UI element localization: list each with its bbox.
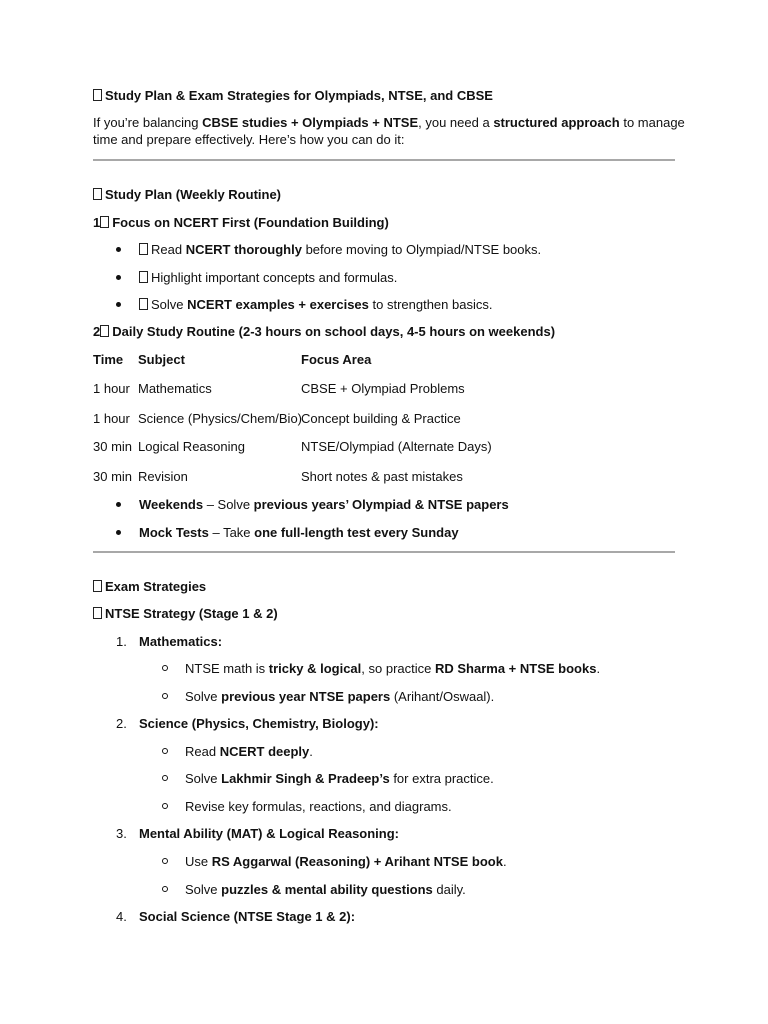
text-run: – Solve <box>203 497 254 512</box>
emoji-placeholder-icon <box>93 607 102 619</box>
focus-ncert-heading: 1 Focus on NCERT First (Foundation Building) <box>93 215 389 230</box>
text-run: to strengthen basics. <box>368 297 493 312</box>
bold-text: RD Sharma + NTSE books <box>434 661 597 676</box>
text-run: daily. <box>432 882 466 897</box>
text-run: Use <box>185 854 212 869</box>
bold-text: previous years’ Olympiad & NTSE papers <box>253 497 509 512</box>
table-cell: 30 min <box>93 439 133 454</box>
intro-line-1 <box>93 115 685 131</box>
bullet-icon <box>116 302 121 307</box>
text-run: Solve <box>185 689 222 704</box>
table-cell: Science (Physics/Chem/Bio) <box>138 411 302 426</box>
bold-text: CBSE studies + Olympiads + NTSE <box>202 115 419 130</box>
divider <box>93 159 675 161</box>
circle-bullet-icon <box>162 775 168 781</box>
text-run: – Take <box>208 525 255 540</box>
bold-text: NCERT thoroughly <box>185 242 302 257</box>
keycap-icon <box>100 216 109 228</box>
text-run: for extra practice. <box>389 771 494 786</box>
exam-strategies-heading: Exam Strategies <box>93 579 206 595</box>
bold-text: puzzles & mental ability questions <box>221 882 433 897</box>
table-cell: NTSE/Olympiad (Alternate Days) <box>301 439 492 454</box>
circle-bullet-icon <box>162 693 168 699</box>
text-run: , so practice <box>361 661 435 676</box>
list-item <box>139 270 397 286</box>
list-number: 4. <box>116 909 127 924</box>
list-item <box>185 854 507 870</box>
emoji-placeholder-icon <box>139 271 148 283</box>
circle-bullet-icon <box>162 886 168 892</box>
text-run: Revise key formulas, reactions, and diagrams. <box>185 799 452 814</box>
text-run: Highlight important concepts and formulas. <box>151 270 398 285</box>
bullet-icon <box>116 530 121 535</box>
bold-text: NCERT deeply <box>219 744 310 759</box>
emoji-placeholder-icon <box>139 243 148 255</box>
table-header-subject: Subject <box>138 352 185 367</box>
list-item <box>185 744 313 760</box>
list-item <box>139 297 492 313</box>
table-cell: Mathematics <box>138 381 212 396</box>
bold-text: structured approach <box>493 115 620 130</box>
list-item <box>139 242 541 258</box>
bullet-icon <box>116 247 121 252</box>
emoji-placeholder-icon <box>139 298 148 310</box>
study-plan-heading: Study Plan (Weekly Routine) <box>93 187 281 203</box>
text-run: , you need a <box>418 115 494 130</box>
bullet-icon <box>116 275 121 280</box>
list-item <box>185 661 600 677</box>
text-run: . <box>309 744 313 759</box>
ntse-strategy-heading: NTSE Strategy (Stage 1 & 2) <box>93 606 278 622</box>
list-item-label: Mental Ability (MAT) & Logical Reasoning: <box>139 826 399 841</box>
table-cell: Logical Reasoning <box>138 439 245 454</box>
table-cell: CBSE + Olympiad Problems <box>301 381 465 396</box>
emoji-placeholder-icon <box>93 580 102 592</box>
circle-bullet-icon <box>162 858 168 864</box>
circle-bullet-icon <box>162 748 168 754</box>
bold-text: Lakhmir Singh & Pradeep’s <box>221 771 390 786</box>
text-run: . <box>502 854 507 869</box>
text-run: If you’re balancing <box>93 115 203 130</box>
table-cell: Short notes & past mistakes <box>301 469 463 484</box>
emoji-placeholder-icon <box>93 89 102 101</box>
list-number: 1. <box>116 634 127 649</box>
bold-text: one full-length test every Sunday <box>254 525 459 540</box>
list-item <box>185 882 466 898</box>
list-number: 3. <box>116 826 127 841</box>
keycap-icon <box>100 325 109 337</box>
circle-bullet-icon <box>162 665 168 671</box>
table-cell: 1 hour <box>93 411 130 426</box>
text-run: NTSE math is <box>185 661 269 676</box>
table-cell: 1 hour <box>93 381 130 396</box>
divider <box>93 551 675 553</box>
text-run: Read <box>185 744 220 759</box>
bold-text: Mock Tests <box>139 525 209 540</box>
text-run: Solve <box>185 771 222 786</box>
text-run: Read <box>151 242 186 257</box>
list-item-label: Mathematics: <box>139 634 223 649</box>
bold-text: NCERT examples + exercises <box>187 297 369 312</box>
table-cell: Revision <box>138 469 188 484</box>
bullet-icon <box>116 502 121 507</box>
intro-line-2: time and prepare effectively. Here’s how you can do it: <box>93 132 405 147</box>
table-header-focus: Focus Area <box>301 352 372 367</box>
bold-text: tricky & logical <box>268 661 362 676</box>
daily-routine-heading: 2 Daily Study Routine (2-3 hours on school days, 4-5 hours on weekends) <box>93 324 556 339</box>
table-cell: 30 min <box>93 469 133 484</box>
bold-text: previous year NTSE papers <box>221 689 391 704</box>
circle-bullet-icon <box>162 803 168 809</box>
doc-title: Study Plan & Exam Strategies for Olympiads, NTSE, and CBSE <box>93 88 493 104</box>
list-item <box>185 689 494 705</box>
list-item-label: Science (Physics, Chemistry, Biology): <box>139 716 379 731</box>
text-run: Solve <box>185 882 222 897</box>
list-item-label: Social Science (NTSE Stage 1 & 2): <box>139 909 356 924</box>
list-item <box>139 525 459 541</box>
emoji-placeholder-icon <box>93 188 102 200</box>
list-item <box>139 497 509 513</box>
text-run: before moving to Olympiad/NTSE books. <box>301 242 542 257</box>
text-run: Solve <box>151 297 188 312</box>
table-header-time: Time <box>93 352 124 367</box>
bold-text: RS Aggarwal (Reasoning) + Arihant NTSE book <box>211 854 503 869</box>
text-run: (Arihant/Oswaal). <box>390 689 495 704</box>
list-item <box>185 799 452 815</box>
bold-text: Weekends <box>139 497 204 512</box>
list-number: 2. <box>116 716 127 731</box>
table-cell: Concept building & Practice <box>301 411 461 426</box>
text-run: . <box>596 661 601 676</box>
text-run: to manage <box>619 115 685 130</box>
list-item <box>185 771 494 787</box>
